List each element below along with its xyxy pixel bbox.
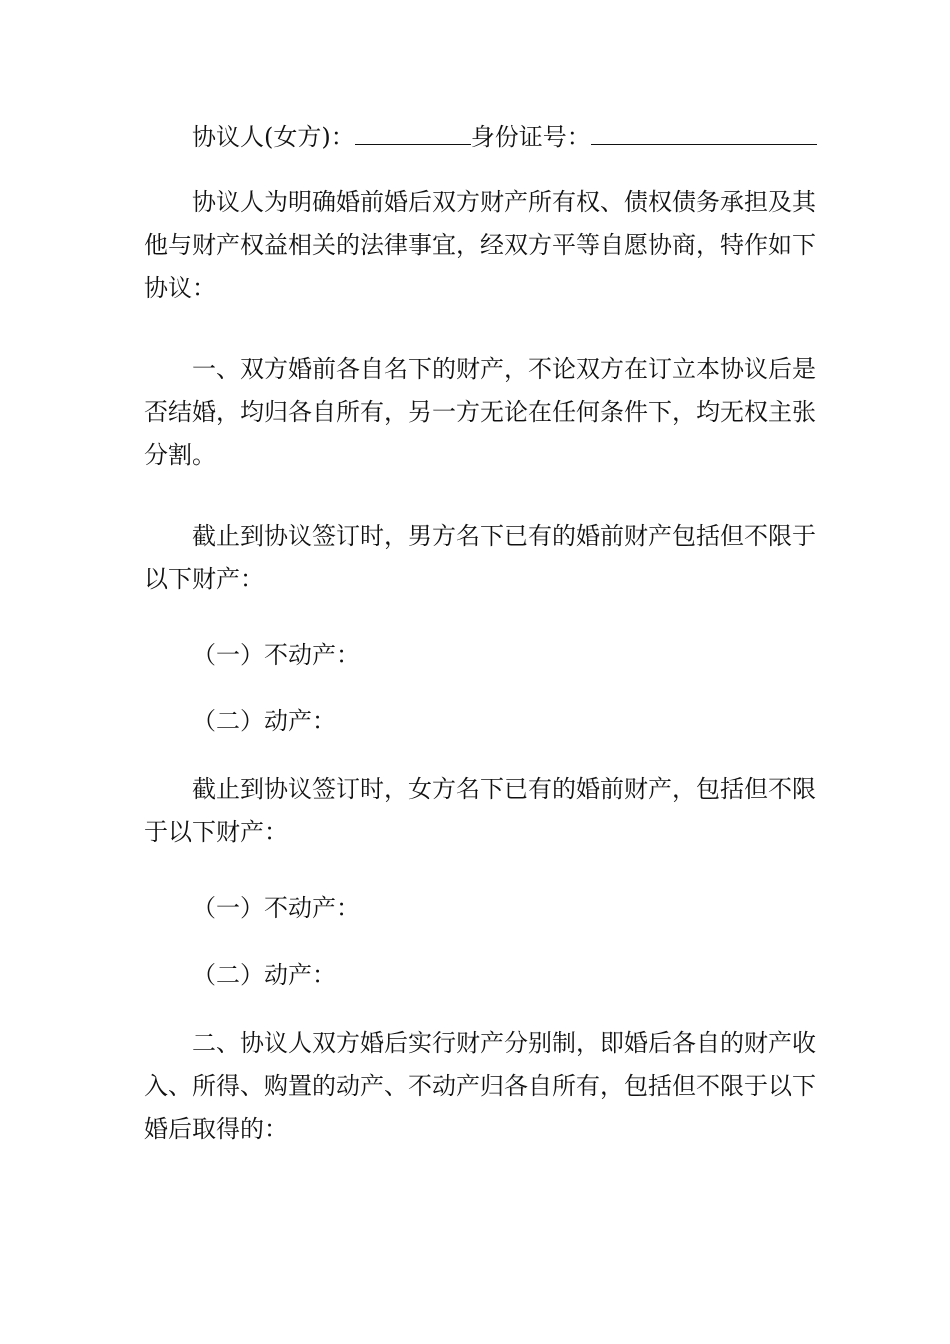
party-info-line xyxy=(144,114,808,157)
female-movable-item xyxy=(144,954,808,997)
male-real-estate-item xyxy=(144,634,808,677)
paragraph-line: 二、协议人双方婚后实行财产分别制，即婚后各自的财产收 xyxy=(192,1029,816,1057)
paragraph-line: 入、所得、购置的动产、不动产归各自所有，包括但不限于以下 xyxy=(144,1072,816,1100)
paragraph-line: 婚后取得的： xyxy=(144,1115,288,1143)
paragraph-line: （二）动产： xyxy=(192,961,336,989)
id-label: 身份证号： xyxy=(470,123,591,151)
male-property-paragraph xyxy=(144,515,816,601)
paragraph-line: 截止到协议签订时，女方名下已有的婚前财产，包括但不限 xyxy=(192,775,816,803)
paragraph-line: 他与财产权益相关的法律事宜，经双方平等自愿协商，特作如下 xyxy=(144,231,816,259)
paragraph-line: 否结婚，均归各自所有，另一方无论在任何条件下，均无权主张 xyxy=(144,398,816,426)
party-name-blank xyxy=(355,114,471,145)
paragraph-line: 分割。 xyxy=(144,441,216,469)
paragraph-line: 以下财产： xyxy=(144,565,264,593)
male-movable-item xyxy=(144,700,808,743)
paragraph-line: 截止到协议签订时，男方名下已有的婚前财产包括但不限于 xyxy=(192,522,816,550)
clause-1-paragraph xyxy=(144,348,816,477)
paragraph-line: （二）动产： xyxy=(192,707,336,735)
paragraph-line: （一）不动产： xyxy=(192,894,360,922)
clause-2-paragraph xyxy=(144,1022,816,1151)
id-number-blank xyxy=(591,114,817,145)
preamble-paragraph xyxy=(144,181,816,310)
paragraph-line: （一）不动产： xyxy=(192,641,360,669)
party-label: 协议人(女方)： xyxy=(192,123,355,151)
paragraph-line: 一、双方婚前各自名下的财产，不论双方在订立本协议后是 xyxy=(192,355,816,383)
paragraph-line: 协议人为明确婚前婚后双方财产所有权、债权债务承担及其 xyxy=(192,188,816,216)
female-property-paragraph xyxy=(144,768,816,854)
paragraph-line: 于以下财产： xyxy=(144,818,288,846)
paragraph-line: 协议： xyxy=(144,274,216,302)
female-real-estate-item xyxy=(144,887,808,930)
party-info-text xyxy=(144,114,808,157)
